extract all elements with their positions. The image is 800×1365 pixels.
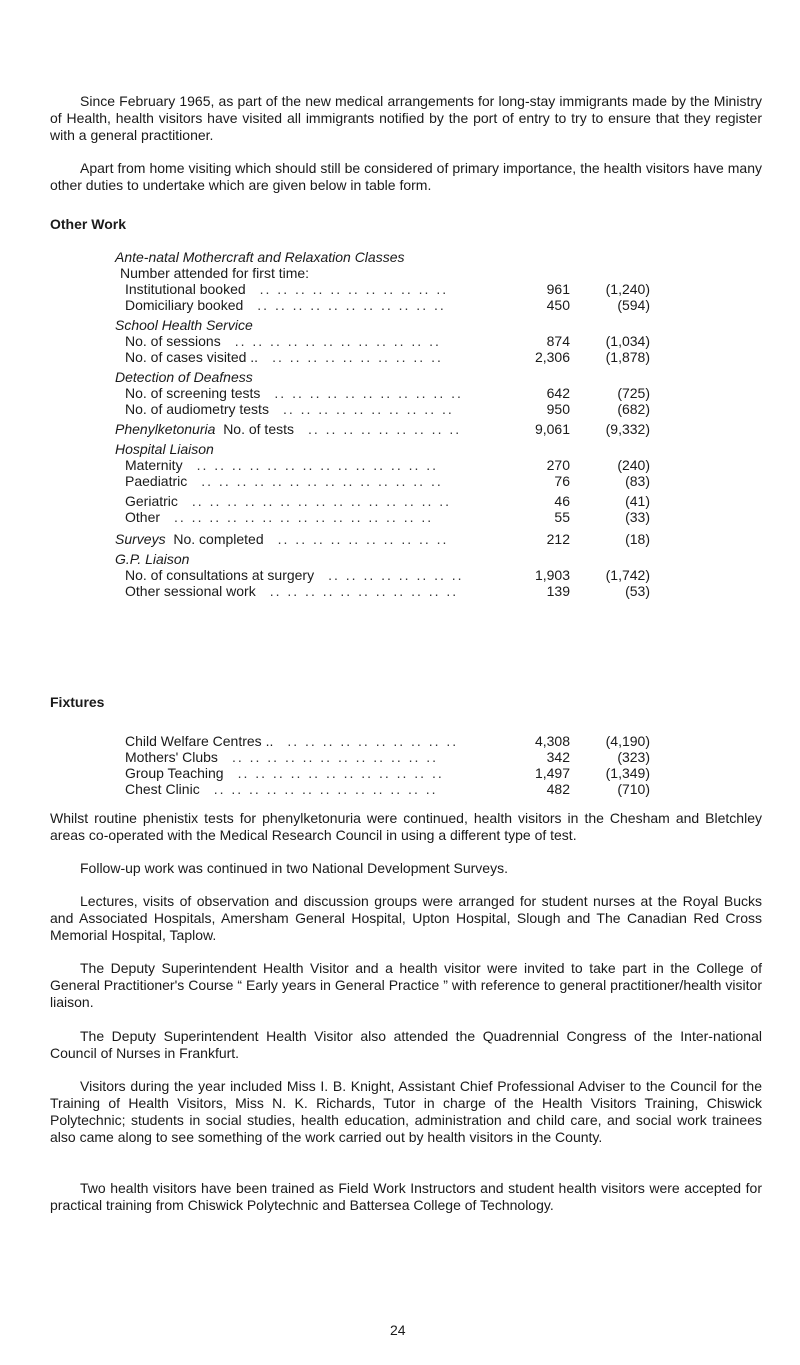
row-value: 76 bbox=[554, 473, 570, 489]
row-label bbox=[115, 421, 294, 438]
row-previous-value: (710) bbox=[617, 781, 650, 797]
row-value: 2,306 bbox=[534, 349, 570, 365]
table-row bbox=[115, 421, 675, 437]
row-value: 9,061 bbox=[534, 421, 570, 437]
table-row bbox=[115, 531, 675, 547]
dot-leader: .. .. .. .. .. .. .. .. .. .. .. .. bbox=[234, 333, 441, 349]
row-label: No. of screening tests bbox=[125, 385, 261, 401]
row-label: Mothers' Clubs bbox=[125, 749, 218, 765]
row-value: 450 bbox=[546, 297, 570, 313]
row-inline-label: No. completed bbox=[173, 531, 264, 547]
row-value: 55 bbox=[554, 509, 570, 525]
row-label: No. of cases visited .. bbox=[125, 349, 259, 365]
dot-leader: .. .. .. .. .. .. .. .. .. .. .. bbox=[269, 583, 459, 599]
dot-leader: .. .. .. .. .. .. .. .. .. bbox=[308, 421, 462, 437]
row-previous-value: (1,240) bbox=[605, 281, 650, 297]
row-value: 46 bbox=[554, 493, 570, 509]
body-paragraph-7: The Deputy Superintendent Health Visitor also attended the Quadrennial Congress of the Inter-national Council of Nurses in Frankfurt. bbox=[50, 1028, 762, 1061]
row-label: Group Teaching bbox=[125, 765, 224, 781]
body-paragraph-4: Follow-up work was continued in two National Development Surveys. bbox=[80, 860, 508, 876]
row-value: 642 bbox=[546, 385, 570, 401]
row-label: Chest Clinic bbox=[125, 781, 200, 797]
group-subtitle bbox=[115, 265, 675, 281]
row-label: Domiciliary booked bbox=[125, 297, 244, 313]
row-label: Child Welfare Centres .. bbox=[125, 733, 274, 749]
row-label: Other sessional work bbox=[125, 583, 256, 599]
row-previous-value: (83) bbox=[625, 473, 650, 489]
table-row bbox=[115, 281, 675, 297]
row-previous-value: (9,332) bbox=[605, 421, 650, 437]
dot-leader: .. .. .. .. .. .. .. .. .. .. bbox=[287, 733, 459, 749]
group-title bbox=[115, 441, 675, 457]
fixtures-table bbox=[115, 733, 675, 797]
group-title bbox=[115, 369, 675, 385]
row-previous-value: (1,742) bbox=[605, 567, 650, 583]
dot-leader: .. .. .. .. .. .. .. .. .. .. .. .. .. .. bbox=[201, 473, 443, 489]
dot-leader: .. .. .. .. .. .. .. .. .. .. .. bbox=[259, 281, 449, 297]
dot-leader: .. .. .. .. .. .. .. .. .. .. .. .. .. .. .. bbox=[191, 493, 452, 509]
row-value: 961 bbox=[546, 281, 570, 297]
row-label: Other bbox=[125, 509, 161, 525]
table-row bbox=[115, 473, 675, 489]
intro-paragraph-1: Since February 1965, as part of the new medical arrangements for long-stay immigrants made by the Ministry of Health, health visitors have visited all immigrants notified by the port of entry to try to ensure that they register with a general practitioner. bbox=[50, 93, 762, 143]
dot-leader: .. .. .. .. .. .. .. .. .. .. bbox=[277, 531, 449, 547]
table-row bbox=[115, 583, 675, 599]
table-row bbox=[115, 567, 675, 583]
body-paragraph-3: Whilst routine phenistix tests for phenylketonuria were continued, health visitors in the Chesham and Bletchley areas co-operated with the Medical Research Council in using a different type of test. bbox=[50, 810, 762, 843]
table-row bbox=[115, 749, 675, 765]
row-value: 1,903 bbox=[534, 567, 570, 583]
group-antenatal-subtitle: Number attended for first time: bbox=[120, 265, 310, 281]
dot-leader: .. .. .. .. .. .. .. .. .. .. .. .. .. .. bbox=[196, 457, 439, 473]
body-paragraph-5: Lectures, visits of observation and discussion groups were arranged for student nurses at the Royal Bucks and Associated Hospitals, Amersham General Hospital, Upton Hospital, Slough and The Canadian Red Cross Memorial Hospital, Taplow. bbox=[50, 893, 762, 943]
dot-leader: .. .. .. .. .. .. .. .. bbox=[328, 567, 464, 583]
row-previous-value: (18) bbox=[625, 531, 650, 547]
table-row bbox=[115, 765, 675, 781]
row-label: Maternity bbox=[125, 457, 183, 473]
table-row bbox=[115, 385, 675, 401]
row-value: 270 bbox=[546, 457, 570, 473]
other-work-heading: Other Work bbox=[50, 216, 126, 232]
intro-paragraph-2: Apart from home visiting which should still be considered of primary importance, the health visitors have many other duties to undertake which are given below in table form. bbox=[50, 160, 762, 193]
row-value: 212 bbox=[546, 531, 570, 547]
dot-leader: .. .. .. .. .. .. .. .. .. .. .. .. .. .. .. bbox=[174, 509, 434, 525]
row-previous-value: (1,034) bbox=[605, 333, 650, 349]
row-label: Institutional booked bbox=[125, 281, 246, 297]
row-previous-value: (33) bbox=[625, 509, 650, 525]
row-label: Geriatric bbox=[125, 493, 178, 509]
group-gp-title: G.P. Liaison bbox=[115, 551, 190, 567]
row-previous-value: (41) bbox=[625, 493, 650, 509]
group-surveys-title: Surveys bbox=[115, 531, 166, 547]
dot-leader: .. .. .. .. .. .. .. .. .. .. bbox=[272, 349, 443, 365]
row-previous-value: (1,349) bbox=[605, 765, 650, 781]
dot-leader: .. .. .. .. .. .. .. .. .. .. .. .. bbox=[237, 765, 444, 781]
group-antenatal-title: Ante-natal Mothercraft and Relaxation Classes bbox=[115, 249, 405, 265]
table-row bbox=[115, 457, 675, 473]
table-row bbox=[115, 297, 675, 313]
group-title bbox=[115, 317, 675, 333]
row-previous-value: (53) bbox=[625, 583, 650, 599]
row-value: 139 bbox=[546, 583, 570, 599]
dot-leader: .. .. .. .. .. .. .. .. .. .. .. bbox=[257, 297, 446, 313]
row-previous-value: (594) bbox=[617, 297, 650, 313]
dot-leader: .. .. .. .. .. .. .. .. .. .. .. .. bbox=[231, 749, 439, 765]
table-row bbox=[115, 781, 675, 797]
table-row bbox=[115, 509, 675, 525]
table-row bbox=[115, 401, 675, 417]
table-row bbox=[115, 493, 675, 509]
fixtures-heading: Fixtures bbox=[50, 694, 105, 710]
page-number: 24 bbox=[390, 1322, 406, 1338]
row-value: 4,308 bbox=[534, 733, 570, 749]
row-inline-label: No. of tests bbox=[223, 421, 294, 437]
group-school-title: School Health Service bbox=[115, 317, 253, 333]
table-row bbox=[115, 733, 675, 749]
row-label: No. of consultations at surgery bbox=[125, 567, 315, 583]
row-value: 482 bbox=[546, 781, 570, 797]
other-work-table bbox=[115, 249, 675, 599]
group-title bbox=[115, 249, 675, 265]
group-title bbox=[115, 551, 675, 567]
body-paragraph-6: The Deputy Superintendent Health Visitor and a health visitor were invited to take part in the College of General Practitioner's Course “ Early years in General Practice ” with reference to general practitioner/health visitor liaison. bbox=[50, 960, 762, 1010]
dot-leader: .. .. .. .. .. .. .. .. .. .. .. bbox=[274, 385, 463, 401]
row-label bbox=[115, 531, 264, 548]
row-label: No. of audiometry tests bbox=[125, 401, 269, 417]
row-value: 342 bbox=[546, 749, 570, 765]
group-hospital-title: Hospital Liaison bbox=[115, 441, 214, 457]
dot-leader: .. .. .. .. .. .. .. .. .. .. bbox=[282, 401, 454, 417]
dot-leader: .. .. .. .. .. .. .. .. .. .. .. .. .. bbox=[213, 781, 438, 797]
row-value: 874 bbox=[546, 333, 570, 349]
table-row bbox=[115, 333, 675, 349]
group-deafness-title: Detection of Deafness bbox=[115, 369, 253, 385]
row-previous-value: (1,878) bbox=[605, 349, 650, 365]
row-previous-value: (323) bbox=[617, 749, 650, 765]
row-value: 950 bbox=[546, 401, 570, 417]
row-previous-value: (240) bbox=[617, 457, 650, 473]
row-previous-value: (4,190) bbox=[605, 733, 650, 749]
row-label: Paediatric bbox=[125, 473, 188, 489]
row-previous-value: (725) bbox=[617, 385, 650, 401]
table-row bbox=[115, 349, 675, 365]
group-phenylketonuria-title: Phenylketonuria bbox=[115, 421, 216, 437]
body-paragraph-8: Visitors during the year included Miss I. B. Knight, Assistant Chief Professional Adviser to the Council for the Training of Health Visitors, Miss N. K. Richards, Tutor in charge of the Health Visitors Training, Chiswick Polytechnic; students in social studies, health education, administration and child care, and social work trainees also came along to see something of the work carried out by health visitors in the County. bbox=[50, 1078, 762, 1145]
row-label: No. of sessions bbox=[125, 333, 221, 349]
body-paragraph-9: Two health visitors have been trained as Field Work Instructors and student health visitors were accepted for practical training from Chiswick Polytechnic and Battersea College of Technology. bbox=[50, 1180, 762, 1213]
row-previous-value: (682) bbox=[617, 401, 650, 417]
row-value: 1,497 bbox=[534, 765, 570, 781]
